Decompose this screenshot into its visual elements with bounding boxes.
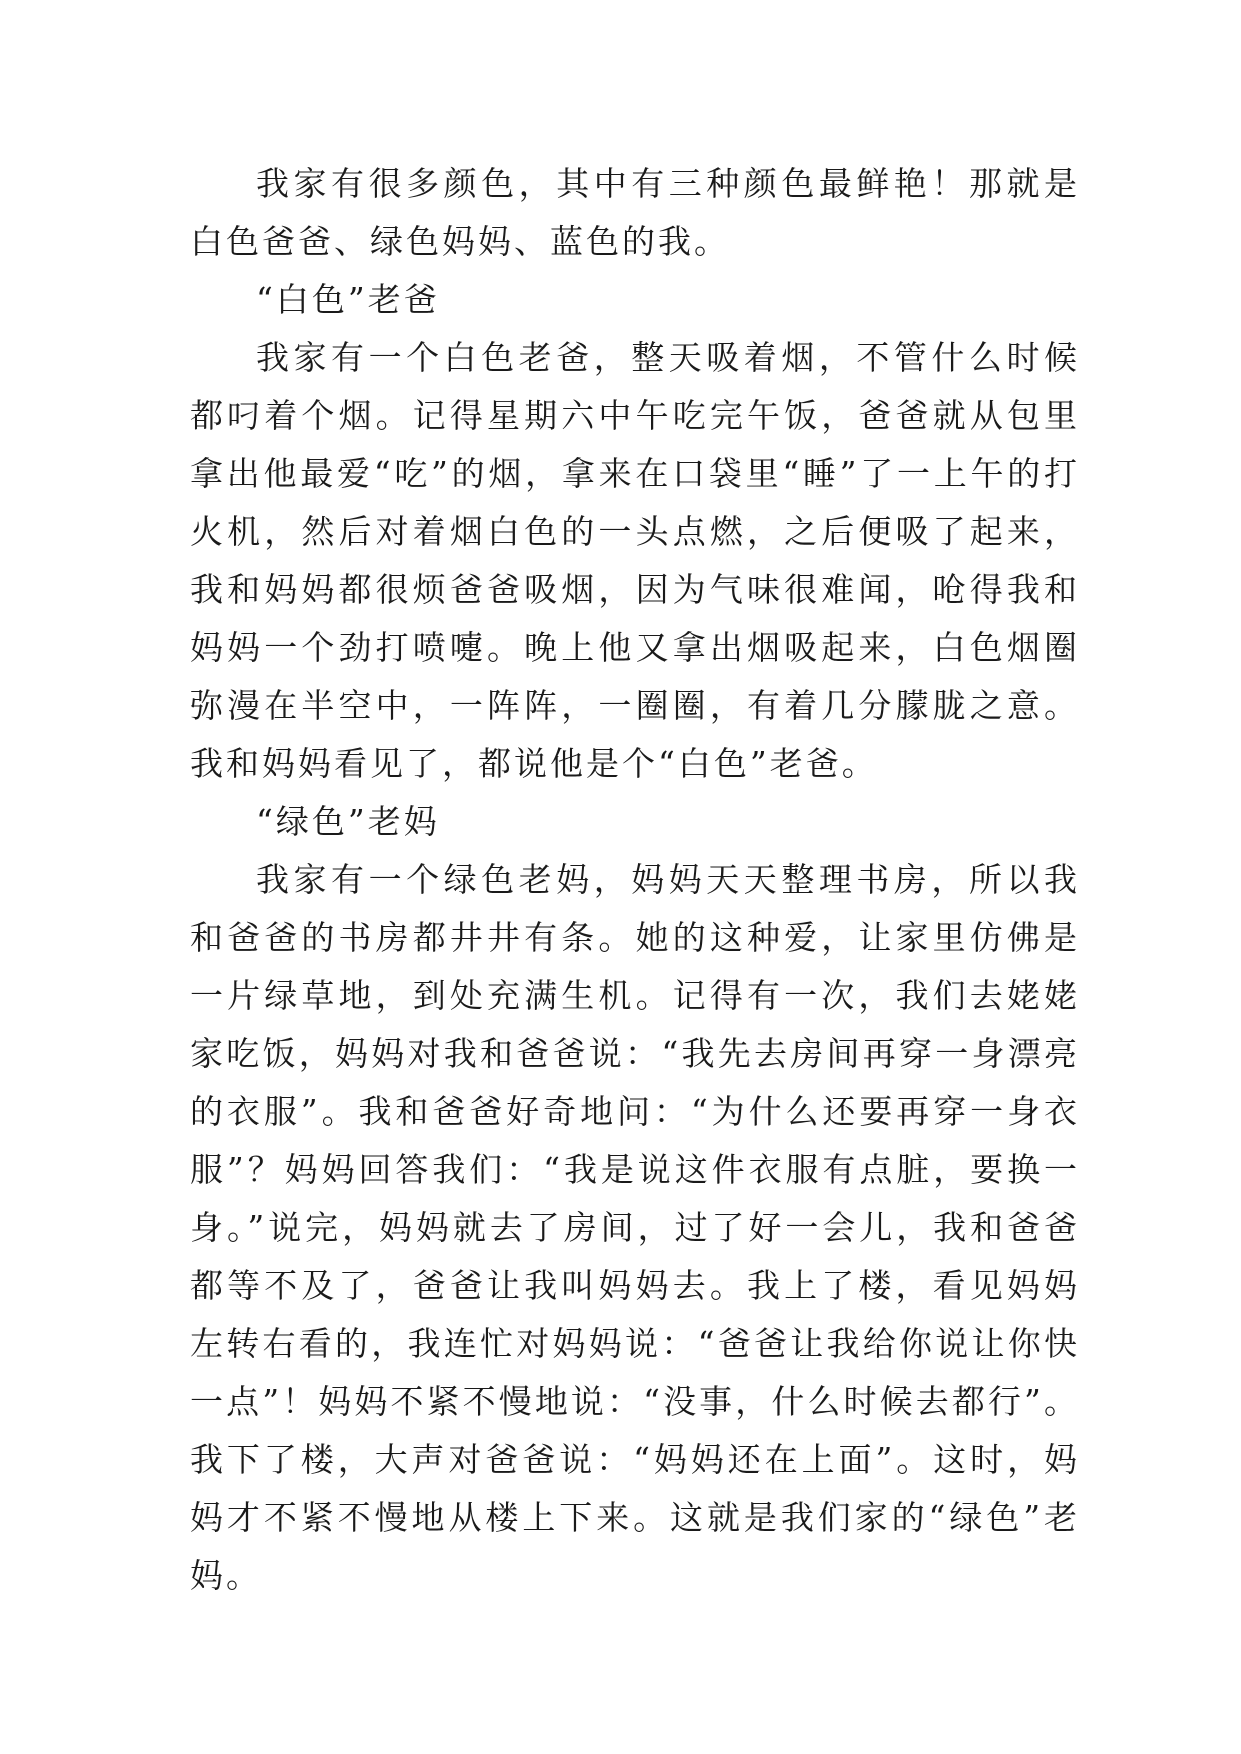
section-heading-green-mom: “绿色”老妈 [256, 802, 440, 841]
white-dad-paragraph: 我家有一个白色老爸，整天吸着烟，不管什么时候都叼着个烟。记得星期六中午吃完午饭，爸爸就从包里拿出他最爱“吃”的烟，拿来在口袋里“睡”了一上午的打火机，然后对着烟白色的一头点燃，之后便吸了起来，我和妈妈都很烦爸爸吸烟，因为气味很难闻，呛得我和妈妈一个劲打喷嚏。晚上他又拿出烟吸起来，白色烟圈弥漫在半空中，一阵阵，一圈圈，有着几分朦胧之意。我和妈妈看见了，都说他是个“白色”老爸。 [190, 338, 1080, 783]
document-page [190, 155, 1080, 1605]
intro-paragraph: 我家有很多颜色，其中有三种颜色最鲜艳！那就是白色爸爸、绿色妈妈、蓝色的我。 [190, 164, 1080, 261]
section-heading-white-dad: “白色”老爸 [256, 280, 440, 319]
green-mom-paragraph: 我家有一个绿色老妈，妈妈天天整理书房，所以我和爸爸的书房都井井有条。她的这种爱，让家里仿佛是一片绿草地，到处充满生机。记得有一次，我们去姥姥家吃饭，妈妈对我和爸爸说：“我先去房间再穿一身漂亮的衣服”。我和爸爸好奇地问：“为什么还要再穿一身衣服”？妈妈回答我们：“我是说这件衣服有点脏，要换一身。”说完，妈妈就去了房间，过了好一会儿，我和爸爸都等不及了，爸爸让我叫妈妈去。我上了楼，看见妈妈左转右看的，我连忙对妈妈说：“爸爸让我给你说让你快一点”！妈妈不紧不慢地说：“没事，什么时候去都行”。我下了楼，大声对爸爸说：“妈妈还在上面”。这时，妈妈才不紧不慢地从楼上下来。这就是我们家的“绿色”老妈。 [190, 860, 1080, 1595]
